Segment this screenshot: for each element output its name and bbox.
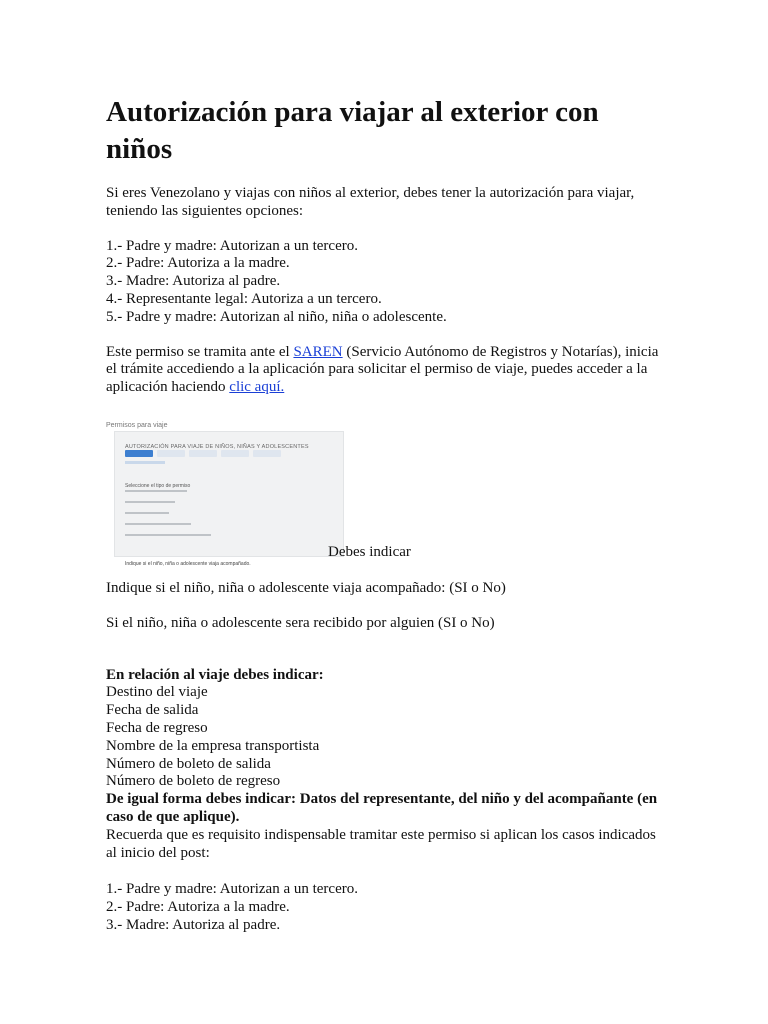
screenshot-option-line [125,523,191,525]
option-item: 2.- Padre: Autoriza a la madre. [106,255,290,272]
permit-paragraph [106,344,666,397]
screenshot-tabs [125,450,281,457]
figure-caption: Debes indicar [328,543,411,560]
travel-items-list [106,684,666,791]
screenshot-select-label: Seleccione el tipo de permiso [125,482,191,489]
article-body [106,94,666,935]
travel-item: Destino del viaje [106,684,208,701]
screenshot-tab [253,450,281,457]
permit-text-before: Este permiso se tramita ante el [106,343,294,360]
travel-item: Número de boleto de salida [106,755,271,772]
question-received: Si el niño, niña o adolescente sera recibido por alguien (SI o No) [106,614,495,631]
screenshot-tab [125,450,153,457]
screenshot-tab [189,450,217,457]
also-indicate-text: De igual forma debes indicar: Datos del representante, del niño y del acompañante (en caso de que aplique). [106,791,658,825]
screenshot-heading: AUTORIZACIÓN PARA VIAJE DE NIÑOS, NIÑAS Y ADOLESCENTES [125,443,309,450]
reminder-text: Recuerda que es requisito indispensable tramitar este permiso si aplican los casos indicados al inicio del post: [106,826,656,861]
option-item: 2.- Padre: Autoriza a la madre. [106,899,290,916]
question-accompanied: Indique si el niño, niña o adolescente viaja acompañado: (SI o No) [106,579,506,596]
screenshot-figure [106,413,666,567]
click-here-link[interactable]: clic aquí. [229,379,285,396]
option-item: 4.- Representante legal: Autoriza a un tercero. [106,290,382,307]
intro-paragraph: Si eres Venezolano y viajas con niños al exterior, debes tener la autorización para viajar, teniendo las siguientes opciones: [106,185,635,219]
option-item: 3.- Madre: Autoriza al padre. [106,916,281,933]
screenshot-tab [157,450,185,457]
screenshot-subline [125,461,165,464]
screenshot-option-line [125,534,211,536]
screenshot-tab [221,450,249,457]
screenshot-option-line [125,490,187,492]
app-screenshot-image [106,413,342,567]
travel-item: Fecha de regreso [106,719,208,736]
travel-heading: En relación al viaje debes indicar: [106,666,324,683]
page-title: Autorización para viajar al exterior con niños [106,96,599,165]
option-item: 5.- Padre y madre: Autorizan al niño, niña o adolescente. [106,308,447,325]
travel-item: Nombre de la empresa transportista [106,737,320,754]
options-list [106,238,666,327]
option-item: 3.- Madre: Autoriza al padre. [106,273,281,290]
permit-text-after: (Servicio Autónomo de Registros y Notarías), inicia el trámite accediendo a la aplicación para solicitar el permiso de viaje, puedes acceder a la aplicación haciendo [106,343,659,396]
screenshot-title: Permisos para viaje [106,421,168,429]
spacer [106,633,666,650]
travel-item: Fecha de salida [106,702,199,719]
screenshot-panel [114,431,344,567]
screenshot-option-line [125,512,169,514]
saren-link[interactable]: SAREN [293,343,343,360]
option-item: 1.- Padre y madre: Autorizan a un tercero. [106,881,358,898]
screenshot-footer: Indique si el niño, niña o adolescente viaja acompañado. [125,560,251,567]
tail-options-list [106,881,666,934]
travel-item: Número de boleto de regreso [106,773,281,790]
option-item: 1.- Padre y madre: Autorizan a un tercero. [106,237,358,254]
screenshot-option-line [125,501,175,503]
